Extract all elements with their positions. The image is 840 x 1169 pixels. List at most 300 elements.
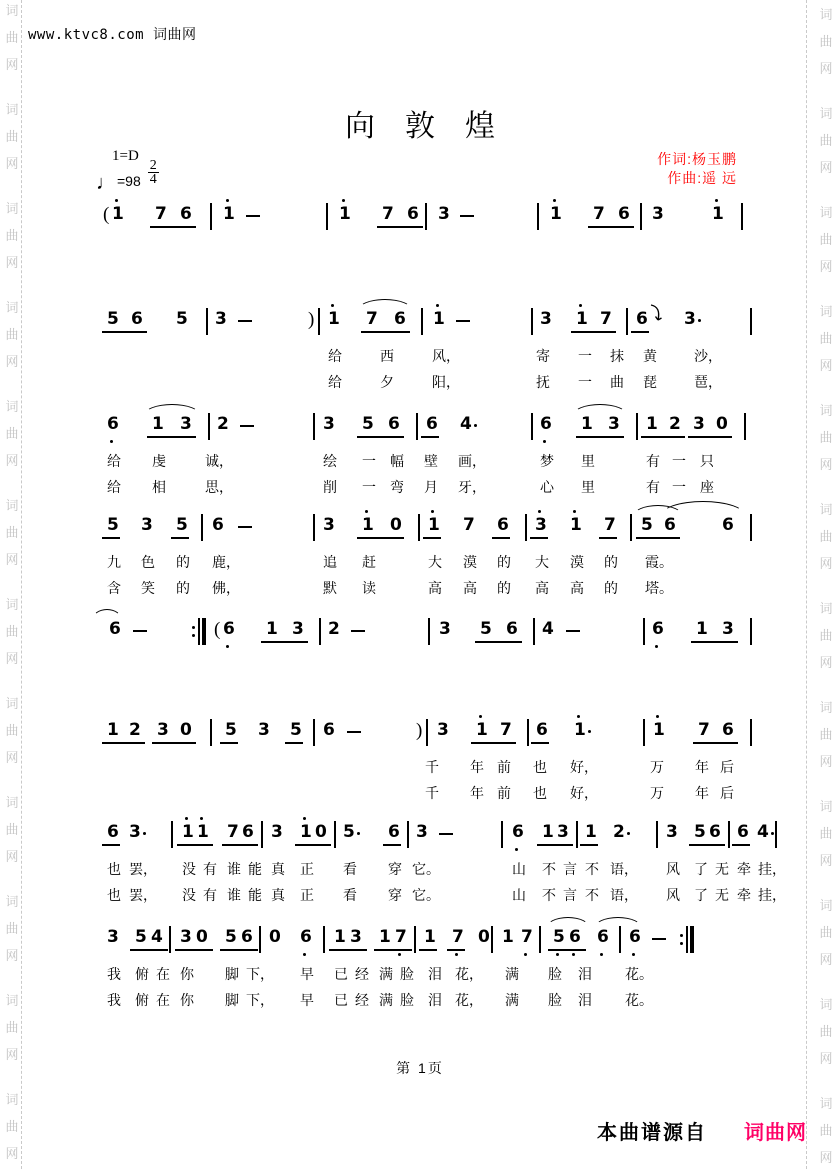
lyric-syllable: 后 bbox=[720, 785, 734, 801]
site-name: 词曲网 bbox=[744, 1122, 807, 1144]
border-watermark-char: 曲 bbox=[5, 921, 19, 936]
lyric-syllable: 一 bbox=[672, 453, 686, 469]
note-digit: 4 bbox=[542, 619, 554, 639]
lyric-syllable: 已 bbox=[334, 966, 348, 982]
lyric-syllable: 琵 bbox=[643, 374, 657, 390]
beam-line bbox=[636, 537, 680, 539]
lyric-syllable: 言 bbox=[563, 861, 577, 877]
octave-dot-below bbox=[455, 953, 458, 956]
barline bbox=[313, 413, 315, 440]
augmentation-dot bbox=[143, 832, 146, 835]
barline bbox=[208, 413, 210, 440]
lyric-syllable: 夕 bbox=[380, 374, 394, 390]
border-watermark-char: 词 bbox=[819, 7, 833, 22]
lyric-syllable: 我 bbox=[107, 992, 121, 1008]
lyric-syllable: 不 bbox=[542, 887, 556, 903]
note-digit: 6 bbox=[497, 515, 509, 535]
beam-line bbox=[295, 844, 331, 846]
slide-down-ornament bbox=[649, 303, 663, 328]
lyric-syllable: 在 bbox=[156, 992, 170, 1008]
meter-denominator: 4 bbox=[149, 172, 157, 187]
beam-line bbox=[531, 742, 549, 744]
note-digit: 7 bbox=[698, 720, 710, 740]
border-watermark-char: 词 bbox=[5, 696, 19, 711]
note-digit: 6 bbox=[540, 414, 552, 434]
note-digit: 5 bbox=[641, 515, 653, 535]
barline bbox=[640, 203, 642, 230]
lyric-syllable: 花， bbox=[455, 966, 483, 982]
note-digit: 5 bbox=[176, 515, 188, 535]
note-digit: 6 bbox=[722, 515, 734, 535]
note-digit: 3 bbox=[684, 309, 696, 329]
barline bbox=[334, 821, 336, 848]
border-watermark-char: 词 bbox=[819, 601, 833, 616]
duration-dash bbox=[133, 630, 147, 632]
slur-arc bbox=[358, 299, 412, 310]
barline bbox=[531, 308, 533, 335]
border-watermark-char: 曲 bbox=[819, 232, 833, 247]
border-watermark-char: 网 bbox=[819, 853, 833, 868]
beam-line bbox=[102, 742, 145, 744]
border-watermark-char: 网 bbox=[5, 1146, 19, 1161]
border-watermark-char: 词 bbox=[5, 795, 19, 810]
lyric-syllable: 挂， bbox=[758, 861, 786, 877]
lyric-syllable: 俯 bbox=[135, 992, 149, 1008]
note-digit: 6 bbox=[323, 720, 335, 740]
beam-line bbox=[419, 949, 437, 951]
note-digit: 1 bbox=[428, 515, 440, 535]
beam-line bbox=[576, 436, 624, 438]
barline bbox=[728, 821, 730, 848]
lyric-syllable: 脚 bbox=[225, 992, 239, 1008]
barline bbox=[416, 413, 418, 440]
lyric-syllable: 壁 bbox=[424, 453, 438, 469]
note-digit: 5 bbox=[343, 822, 355, 842]
octave-dot-above bbox=[200, 817, 203, 820]
lyric-syllable: 没 bbox=[182, 861, 196, 877]
lyric-syllable: 好， bbox=[570, 785, 598, 801]
border-watermark-char: 网 bbox=[819, 1051, 833, 1066]
lyric-syllable: 沙， bbox=[694, 348, 722, 364]
octave-dot-above bbox=[342, 199, 345, 202]
note-digit: 7 bbox=[227, 822, 239, 842]
barline bbox=[576, 821, 578, 848]
note-digit: 1 bbox=[300, 822, 312, 842]
border-watermark-char: 曲 bbox=[5, 1020, 19, 1035]
lyric-syllable: 真 bbox=[271, 861, 285, 877]
beam-line bbox=[588, 226, 634, 228]
border-watermark-char: 网 bbox=[5, 849, 19, 864]
rest-digit: 0 bbox=[478, 927, 490, 947]
lyric-syllable: 给 bbox=[107, 453, 121, 469]
lyric-syllable: 挂， bbox=[758, 887, 786, 903]
lyric-syllable: 漠 bbox=[463, 554, 477, 570]
note-digit: 6 bbox=[569, 927, 581, 947]
lyric-syllable: 默 bbox=[323, 580, 337, 596]
note-digit: 6 bbox=[426, 414, 438, 434]
octave-dot-below bbox=[543, 440, 546, 443]
note-digit: 7 bbox=[395, 927, 407, 947]
duration-dash bbox=[439, 833, 453, 835]
lyric-syllable: 前 bbox=[497, 785, 511, 801]
note-digit: 2 bbox=[217, 414, 229, 434]
border-watermark-char: 词 bbox=[819, 1096, 833, 1111]
beam-line bbox=[580, 844, 598, 846]
note-digit: 3 bbox=[157, 720, 169, 740]
note-digit: 6 bbox=[407, 204, 419, 224]
lyric-syllable: 在 bbox=[156, 966, 170, 982]
border-watermark-char: 词 bbox=[5, 894, 19, 909]
octave-dot-below bbox=[524, 953, 527, 956]
lyric-syllable: 它。 bbox=[412, 887, 440, 903]
lyric-syllable: 语， bbox=[610, 887, 638, 903]
barline bbox=[537, 203, 539, 230]
beam-line bbox=[102, 537, 120, 539]
repeat-thick-bar bbox=[690, 926, 694, 953]
lyric-syllable: 思， bbox=[205, 479, 233, 495]
lyric-syllable: 语， bbox=[610, 861, 638, 877]
note-digit: 6 bbox=[629, 927, 641, 947]
repeat-thin-bar bbox=[198, 618, 200, 645]
lyric-syllable: 看 bbox=[343, 887, 357, 903]
border-watermark-char: 词 bbox=[819, 403, 833, 418]
quarter-note-icon: ♩ bbox=[96, 172, 116, 194]
note-digit: 6 bbox=[737, 822, 749, 842]
border-watermark-char: 曲 bbox=[819, 34, 833, 49]
lyric-syllable: 前 bbox=[497, 759, 511, 775]
slur-arc bbox=[573, 404, 627, 415]
lyric-syllable: 泪 bbox=[428, 966, 442, 982]
barline bbox=[318, 308, 320, 335]
border-watermark-char: 词 bbox=[5, 993, 19, 1008]
note-digit: 6 bbox=[107, 822, 119, 842]
note-digit: 3 bbox=[350, 927, 362, 947]
border-watermark-char: 网 bbox=[5, 1047, 19, 1062]
lyric-syllable: 年 bbox=[470, 785, 484, 801]
lyric-syllable: 绘 bbox=[323, 453, 337, 469]
octave-dot-below bbox=[303, 953, 306, 956]
lyric-syllable: 给 bbox=[328, 374, 342, 390]
octave-dot-above bbox=[656, 715, 659, 718]
repeat-thin-bar bbox=[686, 926, 688, 953]
lyric-syllable: 一 bbox=[578, 374, 592, 390]
lyric-syllable: 罢， bbox=[129, 887, 157, 903]
slur-arc bbox=[660, 501, 746, 516]
note-digit: 3 bbox=[535, 515, 547, 535]
note-digit: 7 bbox=[500, 720, 512, 740]
note-digit: 3 bbox=[292, 619, 304, 639]
border-watermark-char: 曲 bbox=[819, 727, 833, 742]
beam-line bbox=[530, 537, 548, 539]
beam-line bbox=[361, 331, 410, 333]
lyric-syllable: 无 bbox=[715, 887, 729, 903]
border-watermark-char: 网 bbox=[819, 259, 833, 274]
lyric-syllable: 花。 bbox=[625, 992, 653, 1008]
barline bbox=[636, 413, 638, 440]
beam-line bbox=[631, 331, 649, 333]
lyric-syllable: 也 bbox=[107, 861, 121, 877]
rest-digit: 0 bbox=[196, 927, 208, 947]
lyric-syllable: 年 bbox=[695, 759, 709, 775]
border-watermark-char: 曲 bbox=[819, 430, 833, 445]
lyric-syllable: 穿 bbox=[388, 887, 402, 903]
octave-dot-below bbox=[398, 953, 401, 956]
lyric-syllable: 脸 bbox=[400, 966, 414, 982]
note-digit: 2 bbox=[669, 414, 681, 434]
barline bbox=[326, 203, 328, 230]
lyric-syllable: 谁 bbox=[227, 887, 241, 903]
note-digit: 3 bbox=[215, 309, 227, 329]
barline bbox=[428, 618, 430, 645]
phrase-parenthesis: ) bbox=[416, 720, 423, 741]
lyric-syllable: 下， bbox=[246, 992, 274, 1008]
duration-dash bbox=[238, 526, 252, 528]
note-digit: 1 bbox=[339, 204, 351, 224]
octave-dot-above bbox=[115, 199, 118, 202]
lyric-syllable: 下， bbox=[246, 966, 274, 982]
lyric-syllable: 寄 bbox=[536, 348, 550, 364]
barline bbox=[750, 618, 752, 645]
beam-line bbox=[261, 641, 308, 643]
note-digit: 3 bbox=[652, 204, 664, 224]
lyric-syllable: 只 bbox=[700, 453, 714, 469]
border-watermark-char: 词 bbox=[819, 799, 833, 814]
lyricist-credit: 作词:杨玉鹏 bbox=[657, 151, 737, 167]
octave-dot-above bbox=[303, 817, 306, 820]
lyric-syllable: 后 bbox=[720, 759, 734, 775]
border-watermark-char: 曲 bbox=[5, 426, 19, 441]
note-digit: 1 bbox=[223, 204, 235, 224]
phrase-parenthesis: ( bbox=[214, 619, 221, 640]
barline bbox=[323, 926, 325, 953]
note-digit: 5 bbox=[176, 309, 188, 329]
lyric-syllable: 抹 bbox=[610, 348, 624, 364]
rest-digit: 0 bbox=[390, 515, 402, 535]
beam-line bbox=[177, 844, 213, 846]
note-digit: 3 bbox=[180, 414, 192, 434]
lyric-syllable: 琶， bbox=[694, 374, 722, 390]
note-digit: 5 bbox=[694, 822, 706, 842]
note-digit: 1 bbox=[107, 720, 119, 740]
slur-arc bbox=[144, 404, 200, 415]
beam-line bbox=[147, 436, 196, 438]
border-watermark-char: 曲 bbox=[819, 925, 833, 940]
note-digit: 5 bbox=[135, 927, 147, 947]
note-digit: 3 bbox=[323, 414, 335, 434]
lyric-syllable: 山 bbox=[512, 861, 526, 877]
octave-dot-above bbox=[573, 510, 576, 513]
lyric-syllable: 色 bbox=[141, 554, 155, 570]
border-watermark-char: 词 bbox=[5, 300, 19, 315]
beam-line bbox=[688, 436, 732, 438]
border-watermark-char: 词 bbox=[819, 106, 833, 121]
augmentation-dot bbox=[698, 319, 701, 322]
lyric-syllable: 高 bbox=[463, 580, 477, 596]
octave-dot-below bbox=[655, 645, 658, 648]
note-digit: 6 bbox=[212, 515, 224, 535]
site-watermark: www.ktvc8.com 词曲网 bbox=[28, 27, 197, 43]
border-watermark-char: 网 bbox=[819, 160, 833, 175]
border-watermark-char: 网 bbox=[5, 354, 19, 369]
lyric-syllable: 弯 bbox=[390, 479, 404, 495]
border-watermark-char: 曲 bbox=[5, 228, 19, 243]
lyric-syllable: 心 bbox=[540, 479, 554, 495]
barline bbox=[201, 514, 203, 541]
note-digit: 1 bbox=[433, 309, 445, 329]
beam-line bbox=[357, 537, 404, 539]
note-digit: 3 bbox=[540, 309, 552, 329]
lyric-syllable: 罢， bbox=[129, 861, 157, 877]
repeat-dot bbox=[192, 626, 195, 629]
beam-line bbox=[641, 436, 685, 438]
note-digit: 1 bbox=[653, 720, 665, 740]
lyric-syllable: 山 bbox=[512, 887, 526, 903]
barline bbox=[421, 308, 423, 335]
border-watermark-char: 网 bbox=[819, 952, 833, 967]
lyric-syllable: 年 bbox=[695, 785, 709, 801]
note-digit: 1 bbox=[570, 515, 582, 535]
note-digit: 6 bbox=[300, 927, 312, 947]
beam-line bbox=[152, 742, 196, 744]
lyric-syllable: 抚 bbox=[536, 374, 550, 390]
beam-line bbox=[222, 844, 258, 846]
beam-line bbox=[383, 844, 401, 846]
octave-dot-below bbox=[572, 953, 575, 956]
augmentation-dot bbox=[627, 832, 630, 835]
note-digit: 6 bbox=[652, 619, 664, 639]
barline bbox=[261, 821, 263, 848]
beam-line bbox=[220, 742, 238, 744]
note-digit: 7 bbox=[366, 309, 378, 329]
duration-dash bbox=[246, 215, 260, 217]
note-digit: 6 bbox=[388, 822, 400, 842]
beam-line bbox=[571, 331, 616, 333]
note-digit: 6 bbox=[223, 619, 235, 639]
beam-line bbox=[357, 436, 404, 438]
border-watermark-char: 词 bbox=[819, 502, 833, 517]
octave-dot-above bbox=[553, 199, 556, 202]
border-watermark-char: 曲 bbox=[5, 624, 19, 639]
lyric-syllable: 牵 bbox=[737, 887, 751, 903]
lyric-syllable: 的 bbox=[176, 580, 190, 596]
duration-dash bbox=[240, 425, 254, 427]
octave-dot-below bbox=[515, 848, 518, 851]
lyric-syllable: 的 bbox=[176, 554, 190, 570]
note-digit: 6 bbox=[636, 309, 648, 329]
note-digit: 6 bbox=[242, 822, 254, 842]
note-digit: 1 bbox=[502, 927, 514, 947]
lyric-syllable: 脚 bbox=[225, 966, 239, 982]
barline bbox=[626, 308, 628, 335]
barline bbox=[531, 413, 533, 440]
note-digit: 2 bbox=[129, 720, 141, 740]
rest-digit: 0 bbox=[180, 720, 192, 740]
note-digit: 1 bbox=[576, 309, 588, 329]
barline bbox=[210, 719, 212, 746]
beam-line bbox=[475, 641, 522, 643]
lyric-syllable: 一 bbox=[672, 479, 686, 495]
duration-dash bbox=[347, 731, 361, 733]
note-digit: 1 bbox=[476, 720, 488, 740]
lyric-syllable: 看 bbox=[343, 861, 357, 877]
border-watermark-char: 曲 bbox=[819, 133, 833, 148]
beam-line bbox=[691, 641, 738, 643]
note-digit: 2 bbox=[613, 822, 625, 842]
note-digit: 3 bbox=[258, 720, 270, 740]
duration-dash bbox=[460, 215, 474, 217]
barline bbox=[259, 926, 261, 953]
lyric-syllable: 正 bbox=[300, 861, 314, 877]
note-digit: 6 bbox=[109, 619, 121, 639]
border-watermark-char: 曲 bbox=[819, 628, 833, 643]
border-watermark-char: 曲 bbox=[5, 525, 19, 540]
slur-arc bbox=[92, 609, 122, 620]
note-digit: 5 bbox=[107, 309, 119, 329]
note-digit: 6 bbox=[536, 720, 548, 740]
note-digit: 6 bbox=[394, 309, 406, 329]
octave-dot-below bbox=[632, 953, 635, 956]
phrase-parenthesis: ) bbox=[308, 309, 315, 330]
duration-dash bbox=[456, 320, 470, 322]
beam-line bbox=[130, 949, 168, 951]
note-digit: 5 bbox=[480, 619, 492, 639]
note-digit: 1 bbox=[266, 619, 278, 639]
lyric-syllable: 追 bbox=[323, 554, 337, 570]
note-digit: 5 bbox=[225, 927, 237, 947]
border-watermark-char: 词 bbox=[5, 597, 19, 612]
barline bbox=[210, 203, 212, 230]
note-digit: 5 bbox=[553, 927, 565, 947]
lyric-syllable: 含 bbox=[107, 580, 121, 596]
key-label: 1=D bbox=[112, 148, 139, 164]
note-digit: 3 bbox=[180, 927, 192, 947]
note-digit: 5 bbox=[107, 515, 119, 535]
beam-line bbox=[732, 844, 750, 846]
lyric-syllable: 塔。 bbox=[645, 580, 673, 596]
source-label: 本曲谱源自 bbox=[597, 1122, 707, 1144]
lyric-syllable: 无 bbox=[715, 861, 729, 877]
lyric-syllable: 不 bbox=[585, 887, 599, 903]
lyric-syllable: 的 bbox=[497, 580, 511, 596]
note-digit: 6 bbox=[241, 927, 253, 947]
lyric-syllable: 里 bbox=[581, 479, 595, 495]
octave-dot-above bbox=[538, 510, 541, 513]
lyric-syllable: 满 bbox=[379, 966, 393, 982]
lyric-syllable: 风 bbox=[666, 861, 680, 877]
beam-line bbox=[548, 949, 586, 951]
border-watermark-char: 网 bbox=[5, 552, 19, 567]
note-digit: 3 bbox=[439, 619, 451, 639]
barline bbox=[525, 514, 527, 541]
lyric-syllable: 一 bbox=[362, 479, 376, 495]
barline bbox=[407, 821, 409, 848]
barline bbox=[491, 926, 493, 953]
lyric-syllable: 真 bbox=[271, 887, 285, 903]
beam-line bbox=[102, 331, 147, 333]
slur-arc bbox=[594, 917, 642, 928]
octave-dot-above bbox=[331, 304, 334, 307]
note-digit: 5 bbox=[290, 720, 302, 740]
note-digit: 1 bbox=[585, 822, 597, 842]
lyric-syllable: 没 bbox=[182, 887, 196, 903]
lyric-syllable: 能 bbox=[248, 887, 262, 903]
note-digit: 7 bbox=[521, 927, 533, 947]
page-number: 第 1页 bbox=[396, 1060, 444, 1076]
border-watermark-char: 网 bbox=[5, 651, 19, 666]
lyric-syllable: 大 bbox=[428, 554, 442, 570]
song-title: 向敦煌 bbox=[345, 110, 525, 143]
lyric-syllable: 高 bbox=[535, 580, 549, 596]
